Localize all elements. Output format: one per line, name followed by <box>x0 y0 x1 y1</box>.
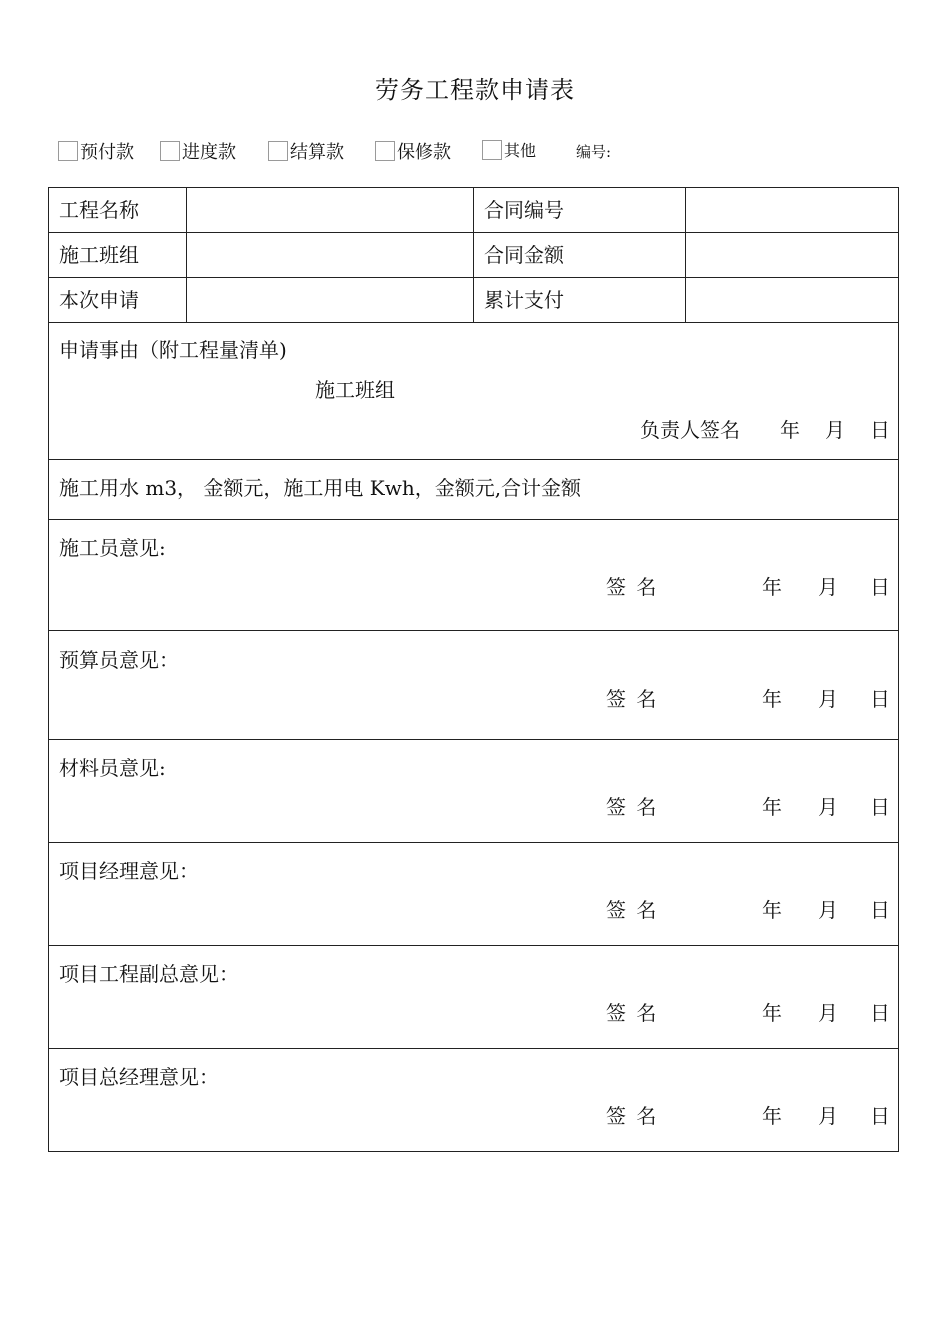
year-label: 年 <box>762 575 782 599</box>
option-label: 结算款 <box>290 142 344 163</box>
utilities-text: 施工用水 m3， 金额元，施工用电 Kwh，金额元,合计金额 <box>59 476 582 500</box>
option-warranty[interactable] <box>375 138 451 164</box>
reason-team-label: 施工班组 <box>315 378 395 402</box>
opinion-cell-general-manager[interactable] <box>49 1049 899 1152</box>
construction-team-field[interactable] <box>187 233 474 278</box>
checkbox[interactable] <box>482 140 502 160</box>
opinion-label: 项目总经理意见： <box>59 1065 219 1089</box>
signature-label: 签 名 <box>606 687 659 711</box>
opinion-row <box>49 1049 899 1152</box>
project-name-field[interactable] <box>187 188 474 233</box>
application-form <box>48 187 898 1152</box>
info-row <box>49 233 899 278</box>
opinion-row <box>49 631 899 740</box>
day-label: 日 <box>870 687 890 711</box>
month-label: 月 <box>818 795 838 819</box>
checkbox[interactable] <box>58 141 78 161</box>
contract-amount-label: 合同金额 <box>484 243 564 267</box>
form-title: 劳务工程款申请表 <box>375 76 575 104</box>
utilities-cell[interactable] <box>49 460 899 520</box>
option-advance[interactable] <box>58 138 134 164</box>
month-label: 月 <box>818 1104 838 1128</box>
option-label: 其他 <box>504 141 537 160</box>
year-label: 年 <box>762 1104 782 1128</box>
opinion-cell-deputy-engineer[interactable] <box>49 946 899 1049</box>
opinion-row <box>49 740 899 843</box>
reason-label: 申请事由（附工程量清单) <box>59 338 287 362</box>
opinion-cell-budget[interactable] <box>49 631 899 740</box>
project-name-label: 工程名称 <box>59 198 139 222</box>
current-application-label: 本次申请 <box>59 288 139 312</box>
signature-label: 签 名 <box>606 575 659 599</box>
opinion-cell-project-manager[interactable] <box>49 843 899 946</box>
year-label: 年 <box>762 687 782 711</box>
opinion-row <box>49 946 899 1049</box>
option-label: 进度款 <box>182 142 236 163</box>
year-label: 年 <box>762 1001 782 1025</box>
opinion-label: 项目工程副总意见： <box>59 962 239 986</box>
contract-amount-field[interactable] <box>686 233 899 278</box>
info-row <box>49 188 899 233</box>
opinion-cell-constructor[interactable] <box>49 520 899 631</box>
month-label: 月 <box>825 418 845 442</box>
opinion-row <box>49 520 899 631</box>
month-label: 月 <box>818 1001 838 1025</box>
option-other[interactable] <box>482 138 536 161</box>
opinion-label: 预算员意见： <box>59 648 179 672</box>
contract-number-field[interactable] <box>686 188 899 233</box>
option-label: 预付款 <box>80 142 134 163</box>
day-label: 日 <box>870 1104 890 1128</box>
month-label: 月 <box>818 687 838 711</box>
opinion-row <box>49 843 899 946</box>
year-label: 年 <box>762 795 782 819</box>
day-label: 日 <box>870 575 890 599</box>
current-application-field[interactable] <box>187 278 474 323</box>
opinion-label: 施工员意见: <box>59 536 166 560</box>
signature-label: 签 名 <box>606 1001 659 1025</box>
day-label: 日 <box>870 898 890 922</box>
form-table <box>48 187 899 1152</box>
cumulative-payment-label: 累计支付 <box>484 288 564 312</box>
serial-number-label: 编号: <box>576 143 612 161</box>
construction-team-label: 施工班组 <box>59 243 139 267</box>
cumulative-payment-field[interactable] <box>686 278 899 323</box>
checkbox[interactable] <box>160 141 180 161</box>
reason-cell[interactable] <box>49 323 899 460</box>
option-settlement[interactable] <box>268 138 344 164</box>
year-label: 年 <box>780 418 800 442</box>
year-label: 年 <box>762 898 782 922</box>
contract-number-label: 合同编号 <box>484 198 564 222</box>
day-label: 日 <box>870 418 890 442</box>
responsible-signature-label: 负责人签名 <box>640 418 740 442</box>
month-label: 月 <box>818 575 838 599</box>
day-label: 日 <box>870 1001 890 1025</box>
checkbox[interactable] <box>268 141 288 161</box>
checkbox[interactable] <box>375 141 395 161</box>
month-label: 月 <box>818 898 838 922</box>
info-row <box>49 278 899 323</box>
signature-label: 签 名 <box>606 795 659 819</box>
opinion-cell-material[interactable] <box>49 740 899 843</box>
option-progress[interactable] <box>160 138 236 164</box>
day-label: 日 <box>870 795 890 819</box>
opinion-label: 材料员意见: <box>59 756 166 780</box>
option-label: 保修款 <box>397 142 451 163</box>
opinion-label: 项目经理意见： <box>59 859 199 883</box>
reason-row <box>49 323 899 460</box>
signature-label: 签 名 <box>606 1104 659 1128</box>
signature-label: 签 名 <box>606 898 659 922</box>
utilities-row <box>49 460 899 520</box>
